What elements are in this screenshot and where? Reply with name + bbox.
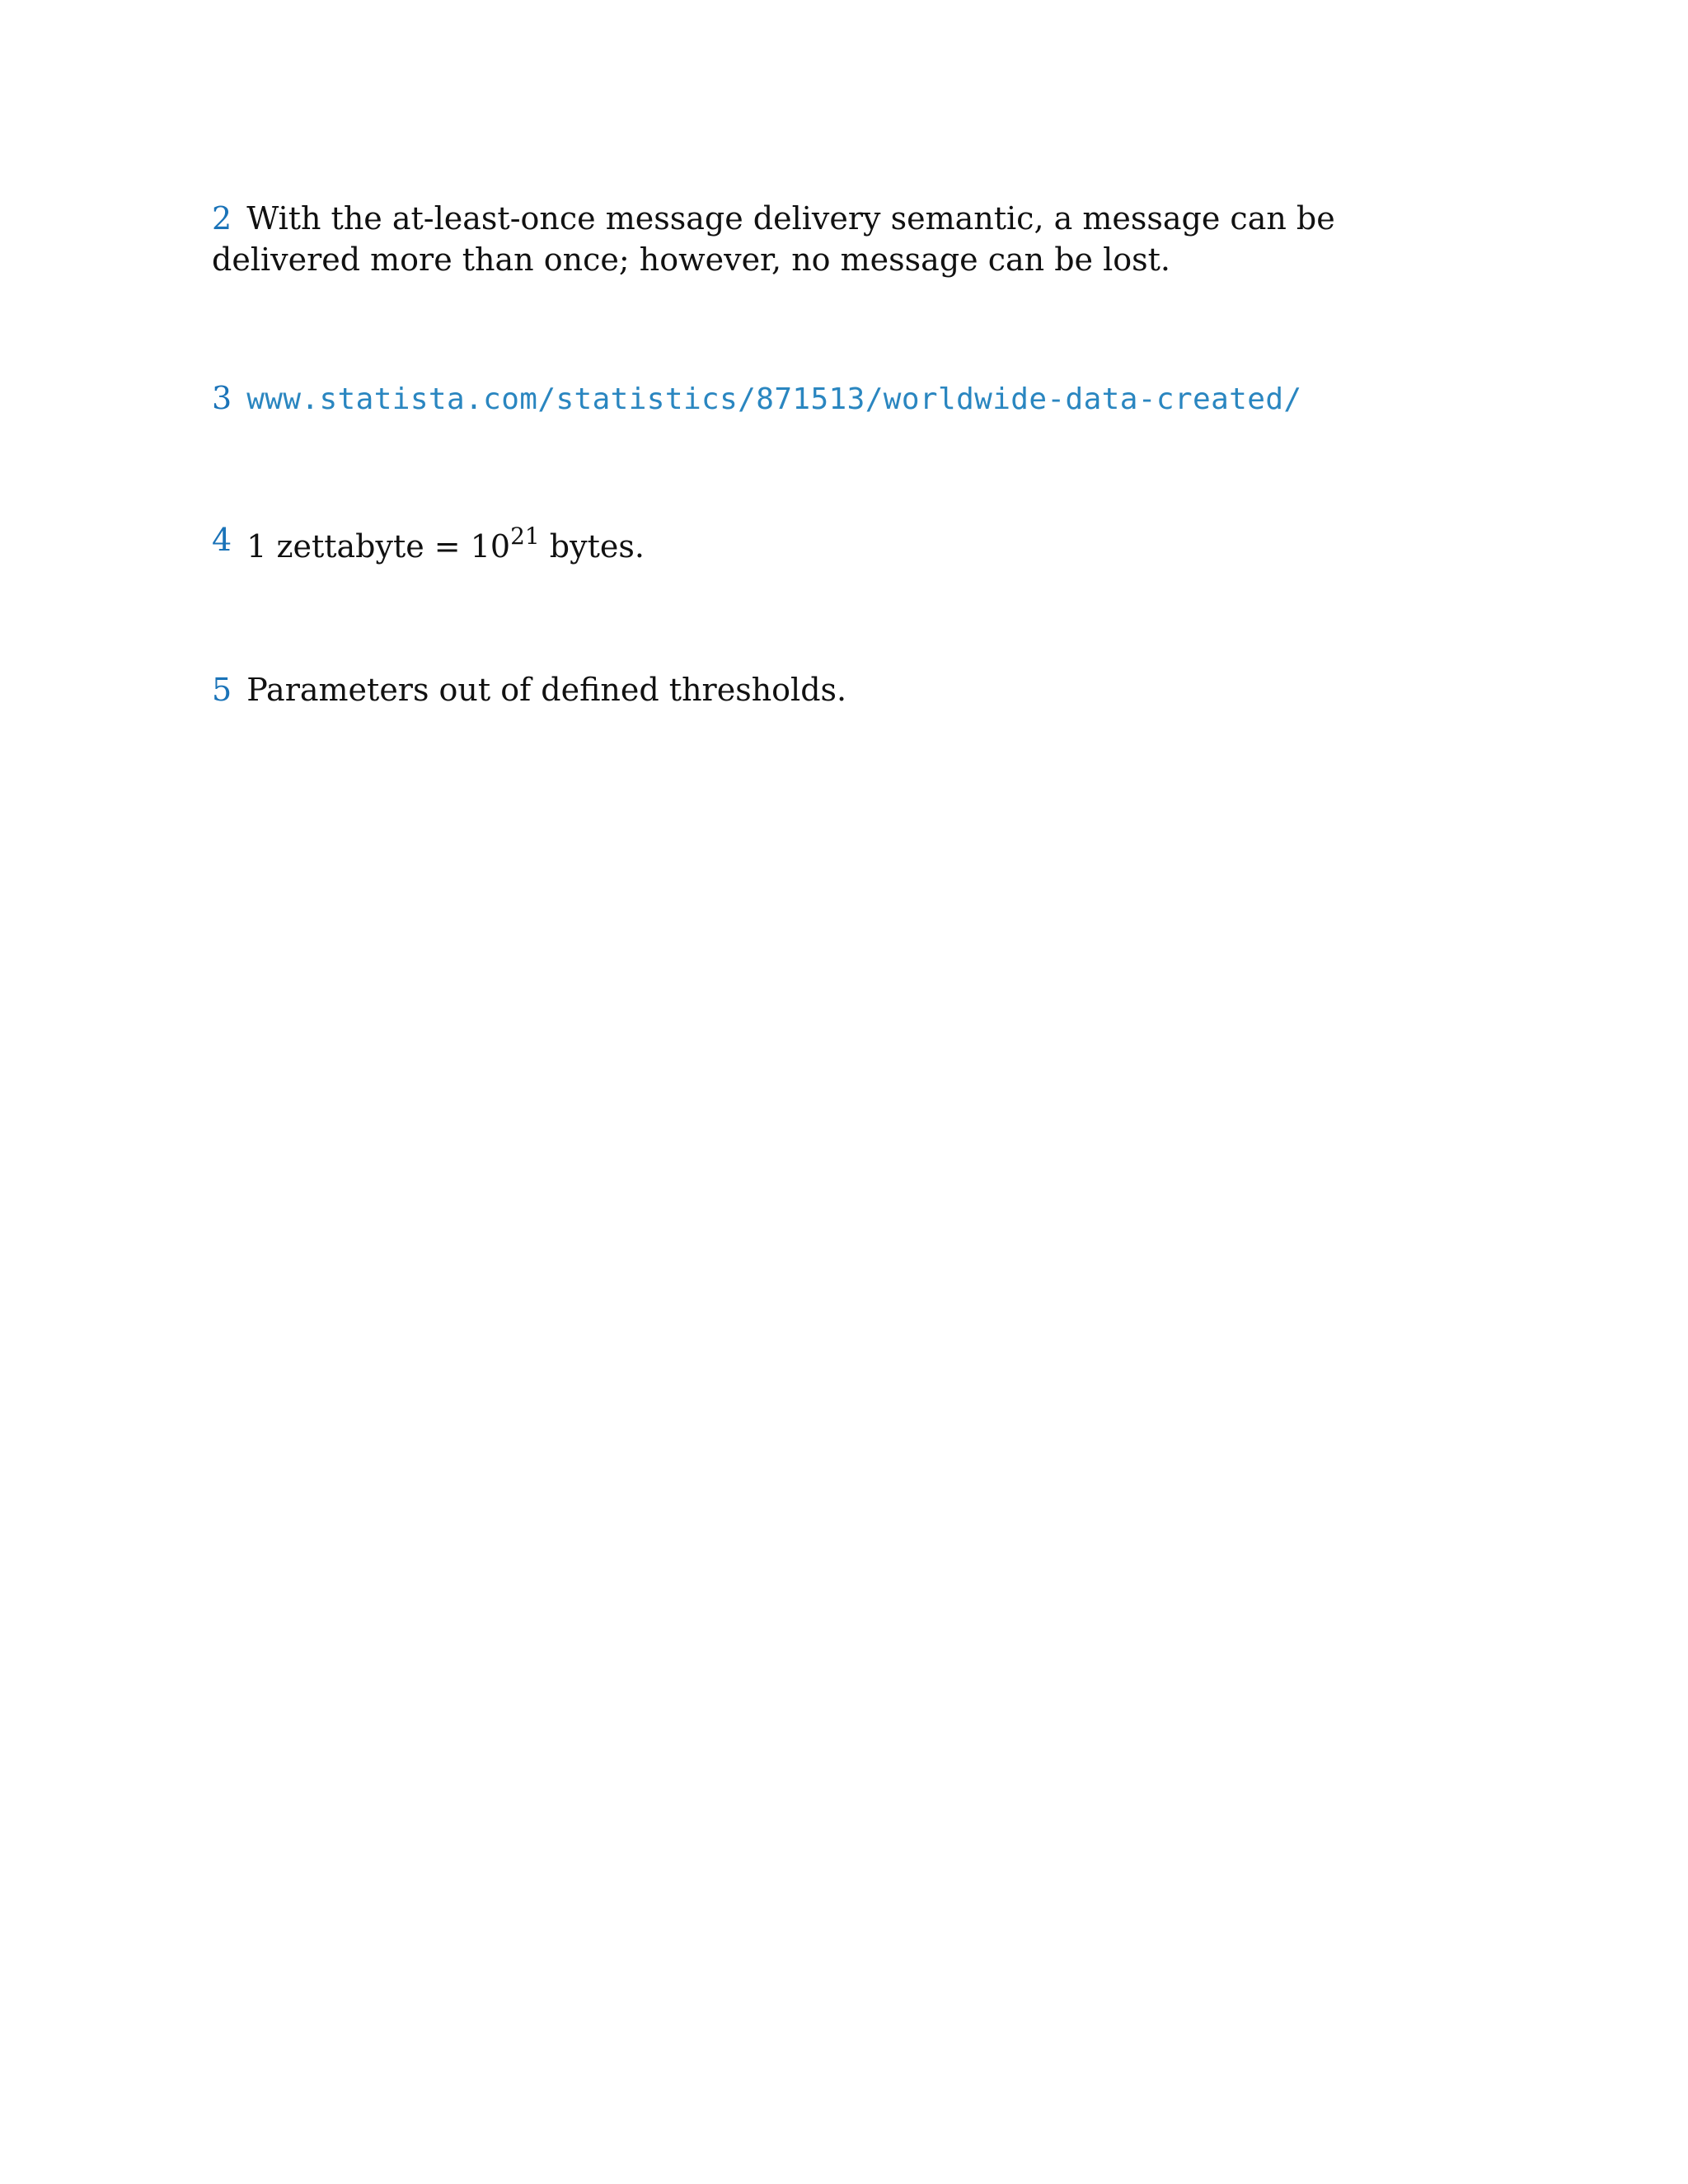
footnote-text: Parameters out of defined thresholds. bbox=[246, 672, 847, 708]
footnote-body bbox=[246, 523, 645, 565]
exponent: 21 bbox=[510, 523, 540, 550]
footnote-text-before: 1 zettabyte = 10 bbox=[246, 528, 511, 565]
footnote-5 bbox=[212, 669, 1465, 710]
footnote-number: 3 bbox=[212, 380, 232, 416]
footnote-3 bbox=[212, 377, 1465, 420]
footnote-number: 5 bbox=[212, 672, 232, 708]
footnote-number: 2 bbox=[212, 200, 232, 237]
footnote-2 bbox=[212, 198, 1465, 280]
footnote-text-after: bytes. bbox=[539, 528, 645, 565]
footnote-text: With the at-least-once message delivery semantic, a message can be delivered more than once; however, no message can be lost. bbox=[212, 200, 1335, 278]
footnote-4 bbox=[212, 519, 1465, 565]
statista-link[interactable]: www.statista.com/statistics/871513/worldwide-data-created/ bbox=[246, 382, 1302, 416]
footnote-number: 4 bbox=[212, 522, 232, 558]
